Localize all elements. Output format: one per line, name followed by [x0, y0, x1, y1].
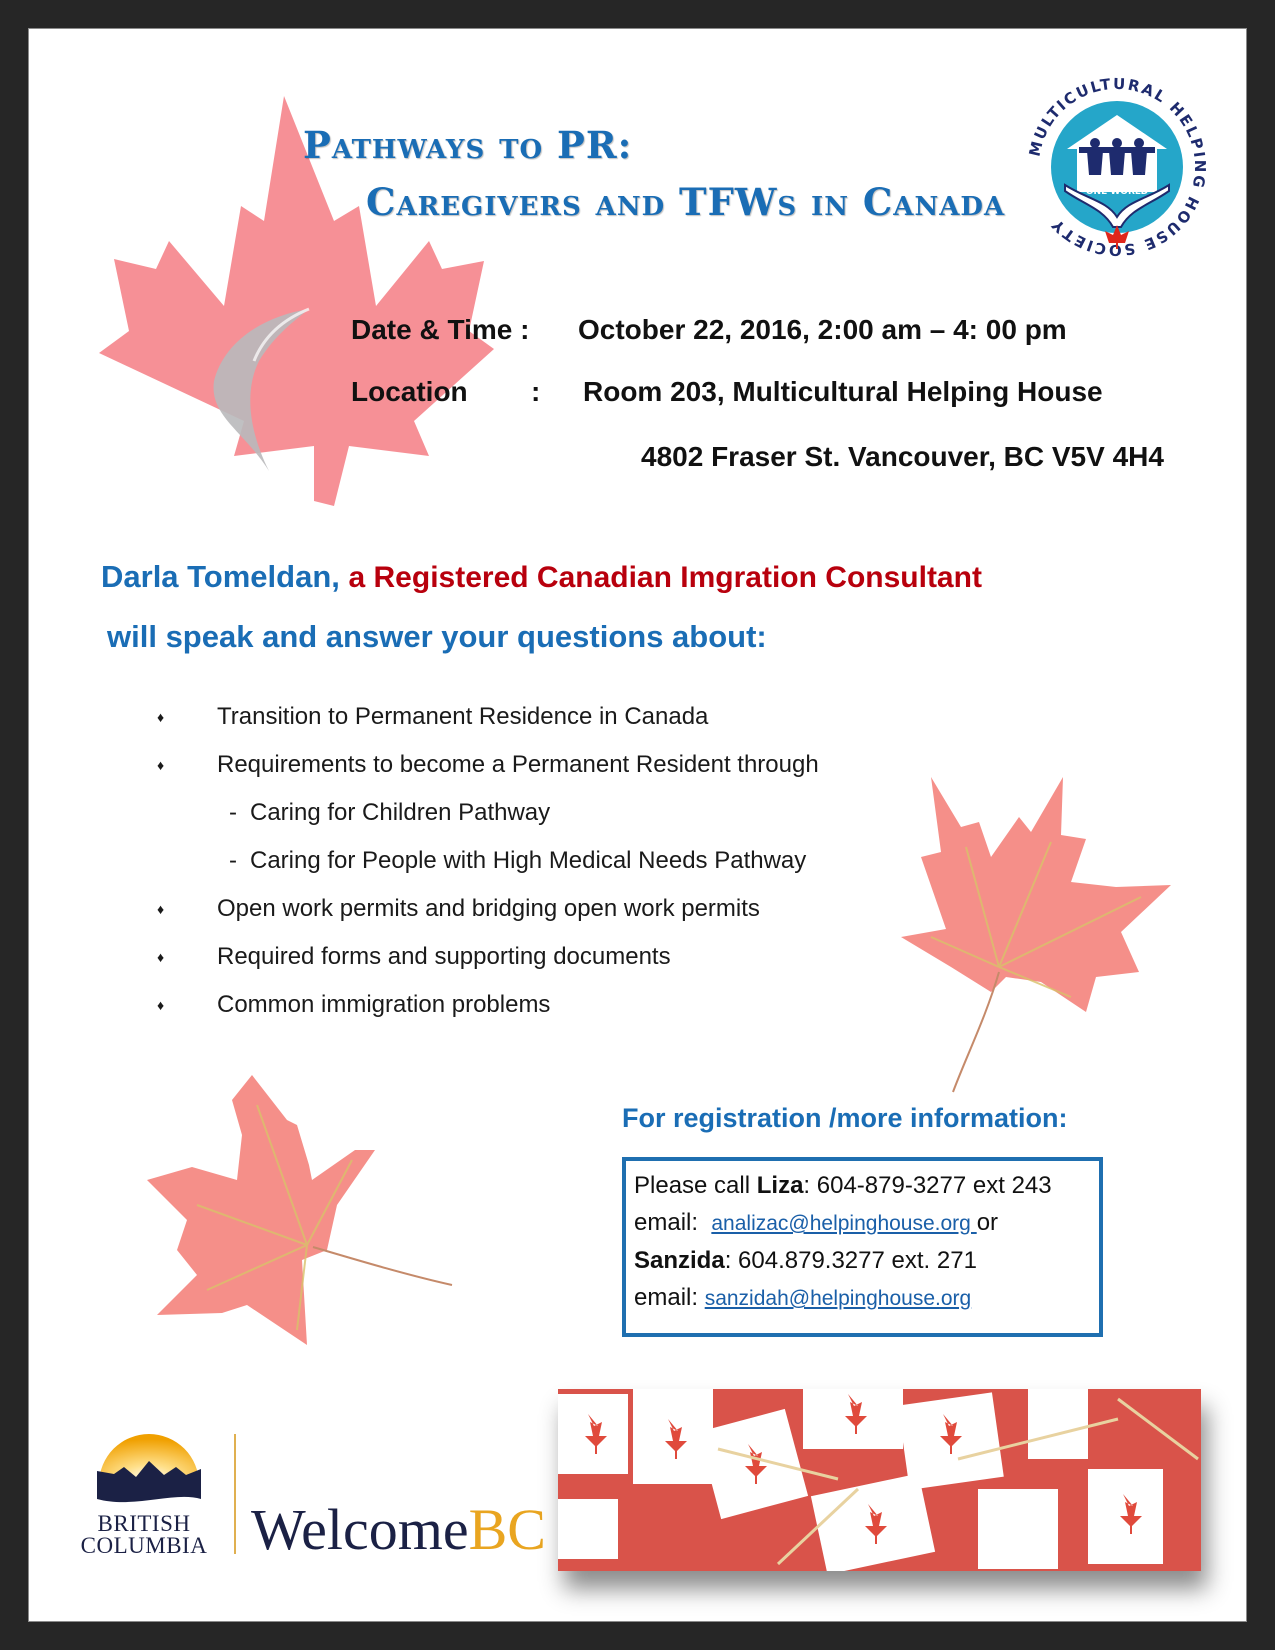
diamond-bullet-icon: ♦	[157, 757, 165, 773]
diamond-bullet-icon: ♦	[157, 709, 165, 725]
contact-line-1: Please call Liza: 604-879-3277 ext 243	[634, 1172, 1052, 1199]
british-columbia-text: BRITISH COLUMBIA	[80, 1511, 208, 1558]
contact-line-3	[634, 1242, 1091, 1279]
location-label: Location	[351, 376, 468, 407]
diamond-bullet-icon: ♦	[157, 997, 165, 1013]
logo-divider	[234, 1434, 236, 1554]
contact-phone-sanzida: : 604.879.3277 ext. 271	[724, 1247, 977, 1274]
location-value: Room 203, Multicultural Helping House	[583, 376, 1103, 407]
date-value: October 22, 2016, 2:00 am – 4: 00 pm	[578, 314, 1067, 345]
contact-phone-liza: : 604-879-3277 ext 243	[803, 1172, 1052, 1199]
welcome-bc-logo: WelcomeBC	[251, 1497, 546, 1562]
contact-line-2: email: analizac@helpinghouse.org or	[634, 1209, 999, 1236]
contact-box	[622, 1157, 1103, 1337]
contact-name-sanzida: Sanzida	[634, 1247, 725, 1274]
speaker-subline: will speak and answer your questions about:	[107, 619, 767, 654]
title-line-1: Pathways to PR:	[303, 123, 633, 167]
diamond-bullet-icon: ♦	[157, 949, 165, 965]
speaker-role: a Registered Canadian Imgration Consultant	[348, 561, 982, 594]
address: 4802 Fraser St. Vancouver, BC V5V 4H4	[641, 441, 1164, 472]
email-link-liza[interactable]: analizac@helpinghouse.org	[711, 1212, 977, 1235]
title-line-2: Caregivers and TFWs in Canada	[366, 180, 1006, 224]
helping-house-society-logo	[1017, 67, 1217, 267]
people-icon	[1079, 138, 1155, 175]
british-columbia-sun-logo	[94, 1429, 204, 1509]
flyer-page: Pathways to PR: Caregivers and TFWs in Canada MULTICULTURAL HELPING HOUSE SOCIETY BAYANIHAN ONE WORLD Date & Time : October 22, 2016, 2:00 am – 4: 00 pm Location : Room 203, Multicultural Helping House 4802 Fraser St. Vancouver, BC V5V 4H4 Darla Tomeldan, a Registered Canadian Imgration Consultant will speak and answer your questions about: ♦ Transition to Permanent Residence in Canada ♦ Requirements to become a Permanent Resident through - Caring for Children Pathway - Caring for People with High Medical Needs Pathway ♦ Open work permits and bridging open work permits ♦ Required forms and supporting documents ♦ Common immigration problems For registration /more information: Please call Liza: 604-879-3277 ext 243 email: analizac@helpinghouse.org or Sanzida: 604.879.3277 ext. 271 email: sanzidah@helpinghouse.org BRITISH COLUMBIA WelcomeBC	[28, 28, 1247, 1622]
location-colon: :	[531, 376, 541, 407]
diamond-bullet-icon: ♦	[157, 901, 165, 917]
canadian-flags-photo	[558, 1389, 1201, 1571]
contact-line-4: email: sanzidah@helpinghouse.org	[634, 1284, 972, 1311]
autumn-maple-leaf-right	[891, 767, 1181, 1097]
dash-marker: -	[229, 847, 237, 874]
svg-text:MULTICULTURAL HELPING HOUSE SO: MULTICULTURAL HELPING HOUSE SOCIETY	[1025, 74, 1210, 260]
registration-heading: For registration /more information:	[622, 1103, 1068, 1133]
contact-name-liza: Liza	[756, 1172, 804, 1199]
svg-text:BAYANIHAN: BAYANIHAN	[1087, 177, 1147, 187]
date-label: Date & Time :	[351, 314, 530, 345]
speaker-name: Darla Tomeldan,	[101, 559, 340, 594]
svg-text:ONE WORLD: ONE WORLD	[1085, 187, 1149, 197]
leaf-stem	[313, 1247, 452, 1285]
speaker-line	[101, 559, 982, 595]
dash-marker: -	[229, 799, 237, 826]
autumn-maple-leaf-left	[137, 1075, 477, 1365]
email-link-sanzida[interactable]: sanzidah@helpinghouse.org	[704, 1287, 972, 1310]
